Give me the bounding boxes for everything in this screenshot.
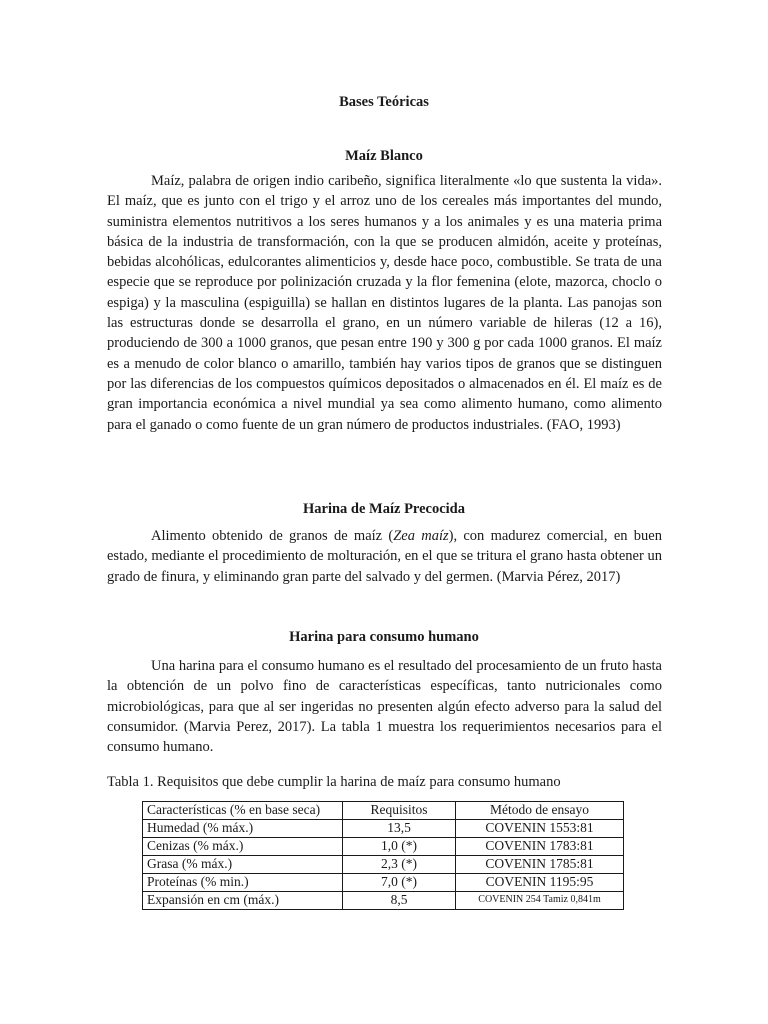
table-row xyxy=(143,838,624,856)
table-row xyxy=(143,820,624,838)
section-heading-consumo-humano: Harina para consumo humano xyxy=(289,629,479,645)
species-name: Zea maíz xyxy=(393,528,449,544)
table-cell: 1,0 (*) xyxy=(343,838,456,856)
paragraph-harina-precocida xyxy=(107,526,662,587)
paragraph-consumo-humano: Una harina para el consumo humano es el resultado del procesamiento de un fruto hasta la obtención de un polvo fino de características específicas, tanto nutricionales como microbiológicas, para que al ser ingeridas no presenten algún efecto adverso para la salud del consumidor. (Marvia Perez, 2017). La tabla 1 muestra los requerimientos necesarios para el consumo humano. xyxy=(107,658,662,756)
table-cell: COVENIN 254 Tamiz 0,841m xyxy=(456,892,624,910)
table-cell: COVENIN 1783:81 xyxy=(456,838,624,856)
table-cell: 13,5 xyxy=(343,820,456,838)
paragraph-text-start: Alimento obtenido de granos de maíz ( xyxy=(151,528,394,544)
document-title: Bases Teóricas xyxy=(339,94,429,110)
table-cell: Expansión en cm (máx.) xyxy=(143,892,343,910)
table-cell: Humedad (% máx.) xyxy=(143,820,343,838)
table-header-cell: Método de ensayo xyxy=(456,802,624,820)
table-cell: 2,3 (*) xyxy=(343,856,456,874)
paragraph-text-end: ), con madurez comercial, en buen estado, mediante el procedimiento de molturación, en el que se tritura el grano hasta obtener un grado de finura, y eliminando gran parte del salvado y del germen. (Marvia Pérez, 2017) xyxy=(107,528,662,585)
table-header-row xyxy=(143,802,624,820)
table-cell: COVENIN 1785:81 xyxy=(456,856,624,874)
table-header-cell: Características (% en base seca) xyxy=(143,802,343,820)
table-cell: COVENIN 1553:81 xyxy=(456,820,624,838)
table-cell: 7,0 (*) xyxy=(343,874,456,892)
table-cell: 8,5 xyxy=(343,892,456,910)
table-cell: Cenizas (% máx.) xyxy=(143,838,343,856)
paragraph-maiz-blanco: Maíz, palabra de origen indio caribeño, significa literalmente «lo que sustenta la vida». El maíz, que es junto con el trigo y el arroz uno de los cereales más importantes del mundo, suministra elementos nutritivos a los seres humanos y a los animales y es una materia prima básica de la industria de transformación, con la que se producen almidón, aceite y proteínas, bebidas alcohólicas, edulcorantes alimenticios y, desde hace poco, combustible. Se trata de una especie que se reproduce por polinización cruzada y la flor femenina (elote, mazorca, choclo o espiga) y la masculina (espiguilla) se hallan en distintos lugares de la planta. Las panojas son las estructuras donde se desarrolla el grano, en un número variable de hileras (12 a 16), produciendo de 300 a 1000 granos, que pesan entre 190 y 300 g por cada 1000 granos. El maíz es a menudo de color blanco o amarillo, también hay varios tipos de granos que se distinguen por las diferencias de los compuestos químicos depositados o almacenados en él. El maíz es de gran importancia económica a nivel mundial ya sea como alimento humano, como alimento para el ganado o como fuente de un gran número de productos industriales. (FAO, 1993) xyxy=(107,173,662,433)
table-row xyxy=(143,874,624,892)
table-cell: Grasa (% máx.) xyxy=(143,856,343,874)
table-row xyxy=(143,856,624,874)
section-heading-maiz-blanco: Maíz Blanco xyxy=(345,148,423,164)
table-row xyxy=(143,892,624,910)
section-heading-harina-precocida: Harina de Maíz Precocida xyxy=(302,501,465,517)
table-caption: Tabla 1. Requisitos que debe cumplir la harina de maíz para consumo humano xyxy=(107,774,561,790)
table-header-cell: Requisitos xyxy=(343,802,456,820)
requirements-table xyxy=(142,801,624,910)
table-cell: Proteínas (% min.) xyxy=(143,874,343,892)
table-cell: COVENIN 1195:95 xyxy=(456,874,624,892)
